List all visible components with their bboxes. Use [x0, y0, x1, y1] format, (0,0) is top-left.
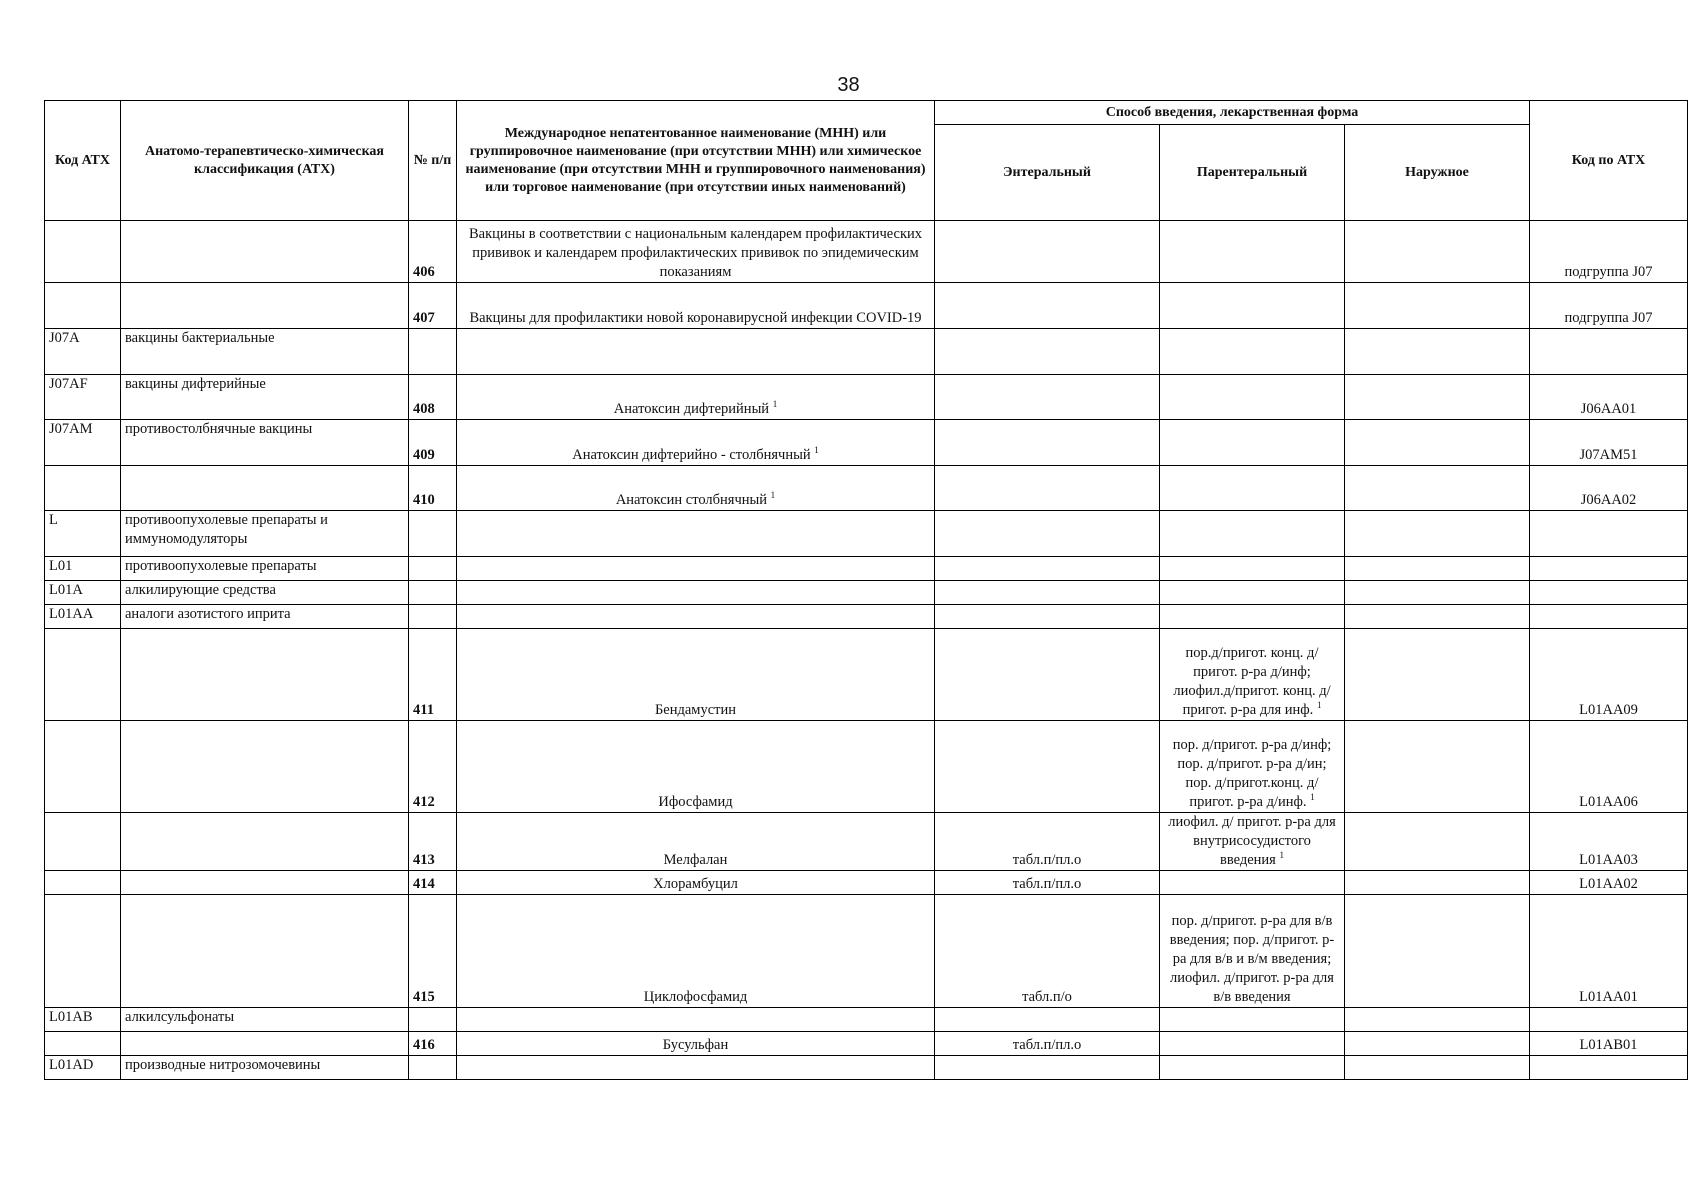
drug-name: Вакцины для профилактики новой коронавирусной инфекции COVID-19: [457, 283, 935, 329]
parenteral-form: [1160, 375, 1345, 420]
drug-name: [457, 1056, 935, 1080]
enteral-form: [935, 1056, 1160, 1080]
atc-code: подгруппа J07: [1530, 221, 1688, 283]
row-number: 411: [409, 629, 457, 721]
enteral-form: [935, 375, 1160, 420]
external-form: [1345, 466, 1530, 511]
enteral-form: [935, 557, 1160, 581]
table-row: [45, 1056, 1688, 1080]
drug-name: Анатоксин дифтерийный $^1$: [457, 375, 935, 420]
enteral-form: [935, 511, 1160, 557]
enteral-form: табл.п/о: [935, 895, 1160, 1008]
table-row: [45, 605, 1688, 629]
atc-group-code: [45, 895, 121, 1008]
row-number: 410: [409, 466, 457, 511]
enteral-form: [935, 721, 1160, 813]
atc-classification: [121, 871, 409, 895]
atc-group-code: [45, 1032, 121, 1056]
atc-group-code: L01AA: [45, 605, 121, 629]
atc-classification: [121, 895, 409, 1008]
row-number: 413: [409, 813, 457, 871]
atc-group-code: J07AM: [45, 420, 121, 466]
row-number: 412: [409, 721, 457, 813]
atc-code: J07AM51: [1530, 420, 1688, 466]
header-code: Код АТХ: [45, 101, 121, 221]
parenteral-form: [1160, 605, 1345, 629]
table-row: [45, 721, 1688, 813]
parenteral-form: [1160, 466, 1345, 511]
atc-classification: вакцины дифтерийные: [121, 375, 409, 420]
atc-classification: алкилсульфонаты: [121, 1008, 409, 1032]
external-form: [1345, 581, 1530, 605]
drug-name: Хлорамбуцил: [457, 871, 935, 895]
row-number: [409, 511, 457, 557]
header-parenteral: Парентеральный: [1160, 125, 1345, 221]
atc-classification: [121, 813, 409, 871]
drug-name: Ифосфамид: [457, 721, 935, 813]
drug-name: Циклофосфамид: [457, 895, 935, 1008]
table-row: [45, 871, 1688, 895]
drug-name: [457, 581, 935, 605]
external-form: [1345, 221, 1530, 283]
atc-group-code: [45, 283, 121, 329]
atc-code: [1530, 511, 1688, 557]
external-form: [1345, 1056, 1530, 1080]
parenteral-form: [1160, 1008, 1345, 1032]
atc-classification: [121, 1032, 409, 1056]
atc-group-code: [45, 813, 121, 871]
external-form: [1345, 375, 1530, 420]
atc-classification: [121, 629, 409, 721]
atc-classification: противоопухолевые препараты: [121, 557, 409, 581]
parenteral-form: лиофил. д/ пригот. р-ра для внутрисосудистого введения $^1$: [1160, 813, 1345, 871]
atc-code: L01AA02: [1530, 871, 1688, 895]
atc-classification: противоопухолевые препараты и иммуномодуляторы: [121, 511, 409, 557]
external-form: [1345, 895, 1530, 1008]
atc-code: подгруппа J07: [1530, 283, 1688, 329]
atc-code: J06AA01: [1530, 375, 1688, 420]
row-number: 409: [409, 420, 457, 466]
atc-group-code: [45, 629, 121, 721]
atc-group-code: L: [45, 511, 121, 557]
external-form: [1345, 721, 1530, 813]
header-enteral: Энтеральный: [935, 125, 1160, 221]
table-row: [45, 581, 1688, 605]
table-row: [45, 557, 1688, 581]
footnote-marker: 1: [1316, 700, 1322, 711]
enteral-form: [935, 629, 1160, 721]
drug-name: [457, 557, 935, 581]
table-row: [45, 1032, 1688, 1056]
external-form: [1345, 871, 1530, 895]
table-row: [45, 1008, 1688, 1032]
drug-name: Анатоксин столбнячный $^1$: [457, 466, 935, 511]
atc-code: L01AA01: [1530, 895, 1688, 1008]
row-number: [409, 557, 457, 581]
external-form: [1345, 420, 1530, 466]
header-name: Международное непатентованное наименование (МНН) или группировочное наименование (при отсутствии МНН) или химическое наименование (при отсутствии МНН и группировочного наименования) или торговое наименование (при отсутствии иных наименований): [457, 101, 935, 221]
row-number: [409, 329, 457, 375]
table-row: [45, 629, 1688, 721]
footnote-marker: 1: [1310, 792, 1315, 803]
table-row: [45, 329, 1688, 375]
table-row: [45, 283, 1688, 329]
external-form: [1345, 1008, 1530, 1032]
atc-classification: вакцины бактериальные: [121, 329, 409, 375]
external-form: [1345, 605, 1530, 629]
atc-code: [1530, 557, 1688, 581]
atc-code: [1530, 1056, 1688, 1080]
atc-code: [1530, 605, 1688, 629]
external-form: [1345, 1032, 1530, 1056]
table-row: [45, 895, 1688, 1008]
atc-group-code: L01AD: [45, 1056, 121, 1080]
enteral-form: табл.п/пл.о: [935, 813, 1160, 871]
header-route-group: Способ введения, лекарственная форма: [935, 101, 1530, 125]
drug-name: Анатоксин дифтерийно - столбнячный $^1$: [457, 420, 935, 466]
header-number: № п/п: [409, 101, 457, 221]
atc-group-code: [45, 221, 121, 283]
table-row: [45, 466, 1688, 511]
row-number: [409, 1056, 457, 1080]
drug-name: Бендамустин: [457, 629, 935, 721]
row-number: [409, 605, 457, 629]
parenteral-form: [1160, 511, 1345, 557]
external-form: [1345, 283, 1530, 329]
parenteral-form: [1160, 581, 1345, 605]
drug-name: Вакцины в соответствии с национальным календарем профилактических прививок и календарем профилактических прививок по эпидемическим показаниям: [457, 221, 935, 283]
enteral-form: [935, 466, 1160, 511]
table-row: [45, 420, 1688, 466]
enteral-form: табл.п/пл.о: [935, 1032, 1160, 1056]
row-number: 406: [409, 221, 457, 283]
header-classification: Анатомо-терапевтическо-химическая классификация (АТХ): [121, 101, 409, 221]
parenteral-form: [1160, 221, 1345, 283]
parenteral-form: [1160, 557, 1345, 581]
parenteral-form: [1160, 1032, 1345, 1056]
drug-name: [457, 605, 935, 629]
atc-group-code: [45, 466, 121, 511]
atc-classification: аналоги азотистого иприта: [121, 605, 409, 629]
parenteral-form: пор. д/пригот. р-ра д/инф; пор. д/пригот. р-ра д/ин; пор. д/пригот.конц. д/пригот. р-ра д/инф. $^1$: [1160, 721, 1345, 813]
atc-group-code: L01AB: [45, 1008, 121, 1032]
atc-classification: [121, 466, 409, 511]
atc-classification: [121, 283, 409, 329]
table-row: [45, 813, 1688, 871]
table-row: [45, 221, 1688, 283]
atc-classification: производные нитрозомочевины: [121, 1056, 409, 1080]
atc-code: L01AB01: [1530, 1032, 1688, 1056]
drug-name: Мелфалан: [457, 813, 935, 871]
row-number: [409, 581, 457, 605]
atc-code: [1530, 329, 1688, 375]
page-number: 38: [837, 74, 860, 96]
enteral-form: [935, 605, 1160, 629]
drug-name: [457, 511, 935, 557]
enteral-form: [935, 221, 1160, 283]
atc-group-code: J07AF: [45, 375, 121, 420]
atc-group-code: L01: [45, 557, 121, 581]
atc-group-code: [45, 721, 121, 813]
atc-group-code: J07A: [45, 329, 121, 375]
external-form: [1345, 629, 1530, 721]
row-number: 408: [409, 375, 457, 420]
external-form: [1345, 329, 1530, 375]
atc-code: J06AA02: [1530, 466, 1688, 511]
footnote-marker: 1: [1279, 850, 1284, 861]
atc-group-code: [45, 871, 121, 895]
drug-name: Бусульфан: [457, 1032, 935, 1056]
atc-group-code: L01A: [45, 581, 121, 605]
row-number: 407: [409, 283, 457, 329]
row-number: 416: [409, 1032, 457, 1056]
parenteral-form: пор.д/пригот. конц. д/пригот. р-ра д/инф; лиофил.д/пригот. конц. д/пригот. р-ра для инф. $^1$: [1160, 629, 1345, 721]
row-number: 414: [409, 871, 457, 895]
row-number: 415: [409, 895, 457, 1008]
enteral-form: [935, 283, 1160, 329]
row-number: [409, 1008, 457, 1032]
atc-classification: алкилирующие средства: [121, 581, 409, 605]
enteral-form: [935, 1008, 1160, 1032]
atc-code: L01AA03: [1530, 813, 1688, 871]
atc-classification: [121, 221, 409, 283]
enteral-form: [935, 581, 1160, 605]
atc-code: [1530, 1008, 1688, 1032]
external-form: [1345, 511, 1530, 557]
atc-classification: [121, 721, 409, 813]
drug-name: [457, 1008, 935, 1032]
atc-code: L01AA09: [1530, 629, 1688, 721]
table-row: [45, 511, 1688, 557]
atc-code: L01AA06: [1530, 721, 1688, 813]
footnote-marker: 1: [814, 445, 819, 456]
external-form: [1345, 557, 1530, 581]
parenteral-form: [1160, 871, 1345, 895]
drug-registry-table: [44, 100, 1688, 1080]
enteral-form: [935, 329, 1160, 375]
footnote-marker: 1: [772, 399, 778, 410]
header-atc-code: Код по АТХ: [1530, 101, 1688, 221]
header-external: Наружное: [1345, 125, 1530, 221]
atc-classification: противостолбнячные вакцины: [121, 420, 409, 466]
atc-code: [1530, 581, 1688, 605]
parenteral-form: [1160, 1056, 1345, 1080]
enteral-form: табл.п/пл.о: [935, 871, 1160, 895]
parenteral-form: пор. д/пригот. р-ра для в/в введения; пор. д/пригот. р-ра для в/в и в/м введения; лиофил. д/пригот. р-ра для в/в введения: [1160, 895, 1345, 1008]
external-form: [1345, 813, 1530, 871]
enteral-form: [935, 420, 1160, 466]
table-row: [45, 375, 1688, 420]
parenteral-form: [1160, 420, 1345, 466]
drug-name: [457, 329, 935, 375]
parenteral-form: [1160, 283, 1345, 329]
parenteral-form: [1160, 329, 1345, 375]
table-body: [45, 221, 1688, 1080]
footnote-marker: 1: [770, 490, 776, 501]
